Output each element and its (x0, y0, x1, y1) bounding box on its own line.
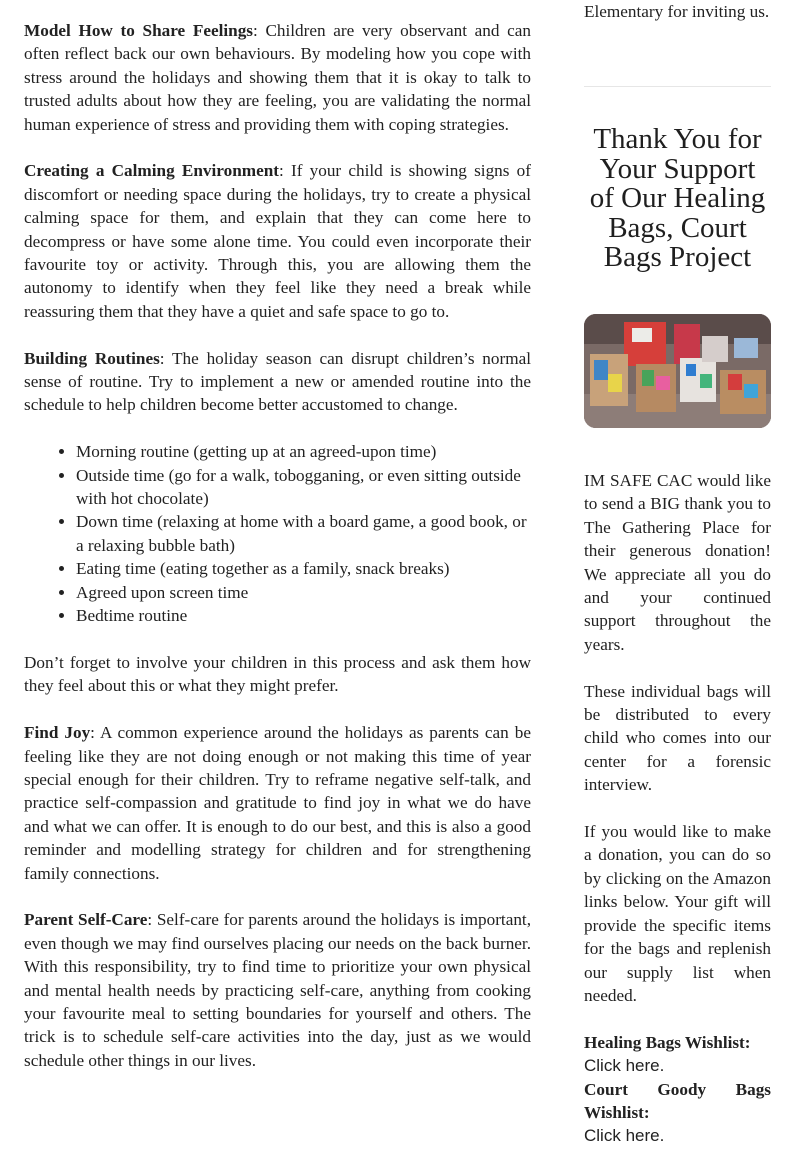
list-item: • Down time (relaxing at home with a board game, a good book, or a relaxing bubble bath) (76, 510, 531, 557)
list-item: • Agreed upon screen time (76, 581, 531, 604)
donation-bags-illustration (584, 314, 771, 428)
section-heading: Parent Self-Care (24, 910, 148, 930)
court-wishlist-title: Court Goody Bags Wishlist: (584, 1079, 771, 1122)
section-text: : Self-care for parents around the holidays is important, even though we may find ourselves placing our needs on the back burner. With this responsibility, try to find time to prioritize your own physical and mental health needs by practicing self-care, anything from cooking your favourite meal to setting boundaries for yourself and others. The trick is to schedule self-care activities into the day, just as we would schedule other things in our lives. (24, 910, 531, 1070)
healing-click-suffix: . (659, 1056, 665, 1076)
section-heading: Building Routines (24, 348, 160, 368)
routine-list (24, 440, 531, 627)
section-model-feelings (24, 19, 531, 136)
court-click-suffix: . (659, 1126, 665, 1146)
sidebar-paragraph: IM SAFE CAC would like to send a BIG thank you to The Gathering Place for their generous donation! We appreciate all you do and your continued support throughout the years. (584, 471, 771, 654)
healing-wishlist-link-line (584, 1054, 771, 1077)
sidebar-title: Thank You for Your Support of Our Healing Bags, Court Bags Project (589, 123, 766, 273)
healing-wishlist-title: Healing Bags Wishlist: (584, 1032, 751, 1052)
court-wishlist-link-line (584, 1124, 771, 1147)
list-item: • Eating time (eating together as a family, snack breaks) (76, 557, 531, 580)
list-item: • Morning routine (getting up at an agreed-upon time) (76, 440, 531, 463)
section-find-joy (24, 721, 531, 885)
section-calming-environment (24, 159, 531, 323)
court-wishlist-link[interactable]: here (625, 1126, 660, 1146)
sidebar-top-text: Elementary for inviting us. (584, 2, 770, 21)
section-text: : Children are very observant and can often reflect back our own behaviours. By modeling how you cope with stress around the holidays and showing them that it is okay to talk to trusted adults about how they are feeling, you are validating the normal human experience of stress and providing them with coping strategies. (24, 21, 531, 134)
sidebar-divider (584, 86, 771, 87)
donation-bags-photo (584, 314, 771, 428)
involve-paragraph: Don’t forget to involve your children in this process and ask them how they feel about this or what they might prefer. (24, 652, 531, 696)
healing-click-prefix: Click (584, 1056, 626, 1076)
section-text: : The holiday season can disrupt children’s normal sense of routine. Try to implement a new or amended routine into the schedule to help children become better accustomed to change. (24, 348, 531, 415)
list-item: • Bedtime routine (76, 604, 531, 627)
healing-wishlist-link[interactable]: here (625, 1056, 660, 1076)
sidebar-paragraph: These individual bags will be distributed to every child who comes into our center for a forensic interview. (584, 681, 771, 795)
section-parent-self-care (24, 908, 531, 1072)
court-click-prefix: Click (584, 1126, 626, 1146)
section-heading: Model How to Share Feelings (24, 21, 253, 40)
section-heading: Find Joy (24, 723, 91, 743)
article-body (24, 19, 531, 1096)
section-text: : A common experience around the holidays as parents can be feeling like they are not doing enough or not making this time of year special enough for their children. Try to reframe negative self-talk, and practice self-compassion and gratitude to find joy in what we do have and what we can offer. It is enough to do our best, and this is also a good reminder and modelling strategy for children and for strengthening family connections. (24, 723, 531, 883)
section-building-routines (24, 347, 531, 417)
sidebar-paragraph: If you would like to make a donation, you can do so by clicking on the Amazon links below. Your gift will provide the specific items for the bags and replenish our supply list when needed. (584, 822, 771, 1005)
section-text: : If your child is showing signs of discomfort or needing space during the holidays, try to create a physical calming space for them, and explain that they can come here to decompress or have some alone time. You could even incorporate their favourite toy or activity. Through this, you are allowing them the autonomy to identify when they feel like they need a break while reassuring them that they have a quiet and safe space to go to. (24, 161, 531, 321)
sidebar-body (584, 469, 771, 1148)
section-heading: Creating a Calming Environment (24, 161, 279, 181)
list-item: • Outside time (go for a walk, tobogganing, or even sitting outside with hot chocolate) (76, 464, 531, 511)
